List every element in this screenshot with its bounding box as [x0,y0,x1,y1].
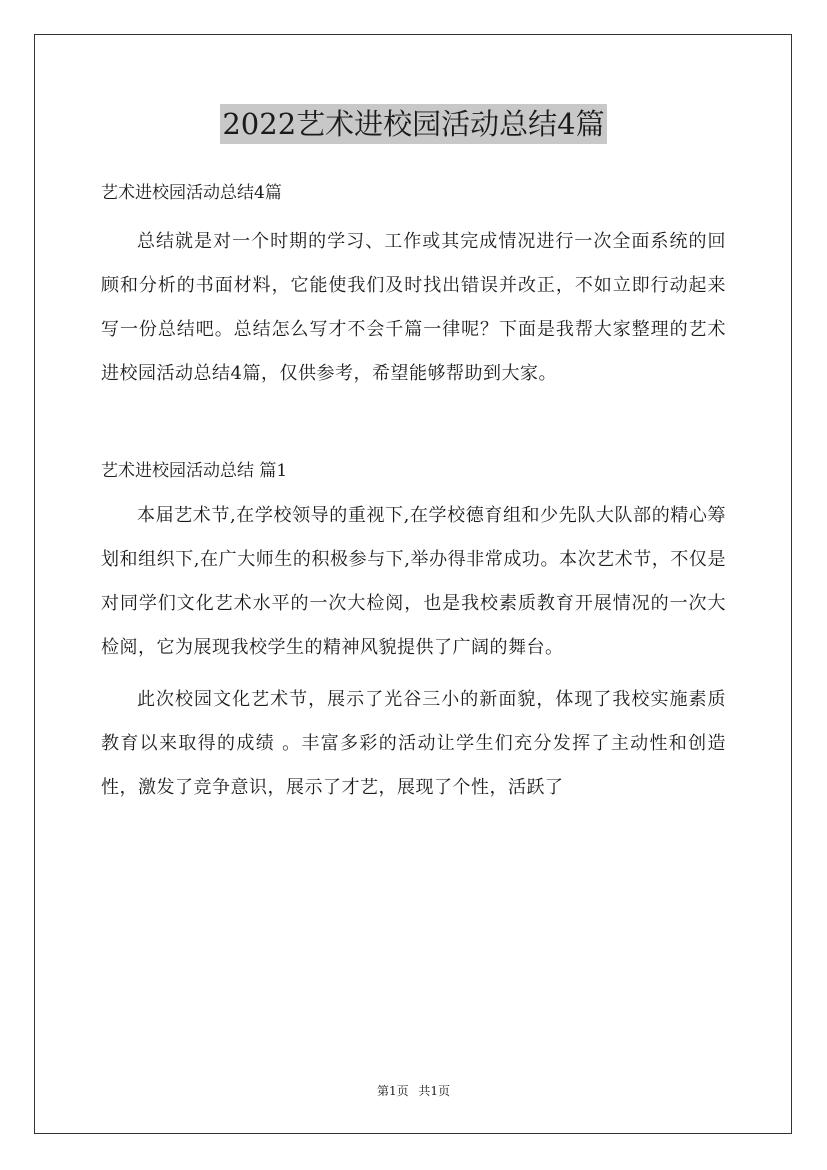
title-container [0,104,827,144]
section1-paragraph-1: 本届艺术节,在学校领导的重视下,在学校德育组和少先队大队部的精心筹划和组织下,在广大师生的积极参与下,举办得非常成功。本次艺术节，不仅是对同学们文化艺术水平的一次大检阅，也是我校素质教育开展情况的一次大检阅，它为展现我校学生的精神风貌提供了广阔的舞台。 [101,505,726,658]
page-number: 第1页 [376,1084,409,1098]
page-footer [0,1082,827,1100]
document-body [101,178,726,810]
section1-heading: 艺术进校园活动总结 篇1 [101,461,288,481]
page-total: 共1页 [418,1084,451,1098]
intro-heading: 艺术进校园活动总结4篇 [101,183,282,203]
intro-paragraph: 总结就是对一个时期的学习、工作或其完成情况进行一次全面系统的回顾和分析的书面材料，它能使我们及时找出错误并改正，不如立即行动起来写一份总结吧。总结怎么写才不会千篇一律呢？下面是我帮大家整理的艺术进校园活动总结4篇，仅供参考，希望能够帮助到大家。 [101,231,726,384]
section1-paragraph-2: 此次校园文化艺术节，展示了光谷三小的新面貌，体现了我校实施素质教育以来取得的成绩 。丰富多彩的活动让学生们充分发挥了主动性和创造性，激发了竞争意识，展示了才艺，展现了个性，活跃了 [101,689,726,798]
document-title: 2022艺术进校园活动总结4篇 [220,104,606,144]
